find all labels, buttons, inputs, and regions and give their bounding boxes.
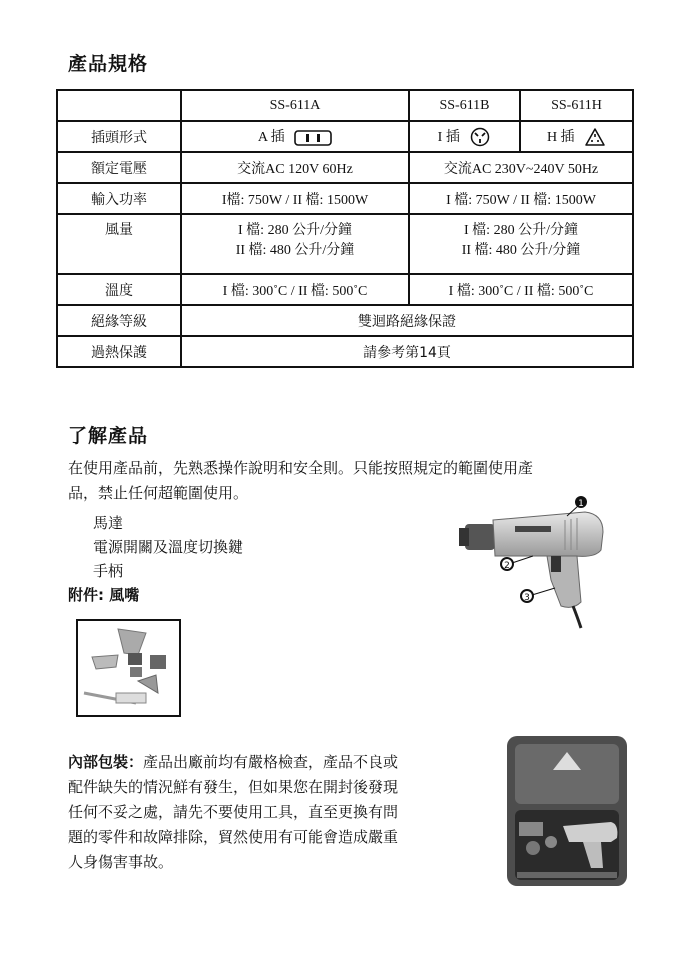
packaging-line-1 [68, 750, 473, 775]
intro-line-1: 在使用產品前，先熟悉操作說明和安全則。只能按照規定的範圍使用產 [68, 459, 534, 477]
plug-h [520, 121, 633, 152]
voltage-a: 交流AC 120V 60Hz [181, 152, 409, 183]
insulation-value: 雙迴路絕緣保證 [181, 305, 633, 336]
packaging-title: 內部包裝： [68, 753, 144, 771]
insulation-label: 絕緣等級 [57, 305, 181, 336]
power-bh: I 檔: 750W / II 檔: 1500W [409, 183, 633, 214]
airflow-bh [409, 214, 633, 274]
temp-bh: I 檔: 300˚C / II 檔: 500˚C [409, 274, 633, 305]
table-row [57, 152, 633, 183]
plug-label: 插頭形式 [57, 121, 181, 152]
plug-b [409, 121, 520, 152]
airflow-bh-line1: I 檔: 280 公升/分鐘 [464, 223, 578, 238]
power-a: I檔: 750W / II 檔: 1500W [181, 183, 409, 214]
packaging-line-2: 配件缺失的情況鮮有發生，但如果您在開封後發現 [68, 778, 399, 796]
packaging-paragraph [68, 750, 473, 875]
carrying-case-image [503, 730, 631, 890]
temp-a: I 檔: 300˚C / II 檔: 500˚C [181, 274, 409, 305]
table-row [57, 90, 633, 121]
plug-b-text: I 插 [437, 129, 460, 145]
plug-type-h-icon [584, 127, 606, 147]
table-row [57, 121, 633, 152]
voltage-bh: 交流AC 230V~240V 50Hz [409, 152, 633, 183]
table-row [57, 274, 633, 305]
overheat-value: 請參考第14頁 [181, 336, 633, 367]
overheat-label: 過熱保護 [57, 336, 181, 367]
spec-table [56, 89, 634, 368]
packaging-line-1-text: 產品出廠前均有嚴格檢查，產品不良或 [143, 753, 399, 771]
nozzles-image [76, 619, 181, 717]
airflow-label: 風量 [57, 214, 181, 274]
intro-line-2: 品，禁止任何超範圍使用。 [68, 484, 249, 502]
part-motor: 馬達 [93, 514, 124, 532]
about-heading: 了解產品 [68, 425, 149, 447]
table-row [57, 214, 633, 274]
heat-gun-image [455, 490, 615, 630]
part-handle: 手柄 [93, 562, 124, 580]
parts-list [93, 511, 243, 583]
model-b: SS-611B [409, 90, 520, 121]
table-row [57, 336, 633, 367]
temp-label: 溫度 [57, 274, 181, 305]
plug-h-text: H 插 [546, 129, 575, 145]
callout-3: 3 [524, 593, 530, 603]
spec-heading: 產品規格 [68, 53, 149, 75]
model-h: SS-611H [520, 90, 633, 121]
plug-type-i-icon [469, 127, 491, 147]
callout-2: 2 [504, 561, 510, 571]
callout-1: 1 [578, 499, 584, 509]
packaging-line-3: 任何不妥之處，請先不要使用工具，直至更換有問 [68, 803, 399, 821]
airflow-a [181, 214, 409, 274]
table-row [57, 183, 633, 214]
power-label: 輸入功率 [57, 183, 181, 214]
model-a: SS-611A [181, 90, 409, 121]
accessory-label: 附件: 風嘴 [68, 586, 140, 604]
table-row [57, 305, 633, 336]
plug-a-text: A 插 [257, 130, 285, 146]
part-switch: 電源開關及溫度切換鍵 [93, 538, 244, 556]
packaging-line-5: 人身傷害事故。 [68, 853, 174, 871]
plug-a [181, 121, 409, 152]
empty-cell [57, 90, 181, 121]
airflow-a-line1: I 檔: 280 公升/分鐘 [238, 223, 352, 238]
airflow-bh-line2: II 檔: 480 公升/分鐘 [461, 243, 581, 258]
airflow-a-line2: II 檔: 480 公升/分鐘 [235, 243, 355, 258]
plug-type-a-icon [294, 129, 332, 147]
packaging-line-4: 題的零件和故障排除，貿然使用有可能會造成嚴重 [68, 828, 399, 846]
voltage-label: 額定電壓 [57, 152, 181, 183]
